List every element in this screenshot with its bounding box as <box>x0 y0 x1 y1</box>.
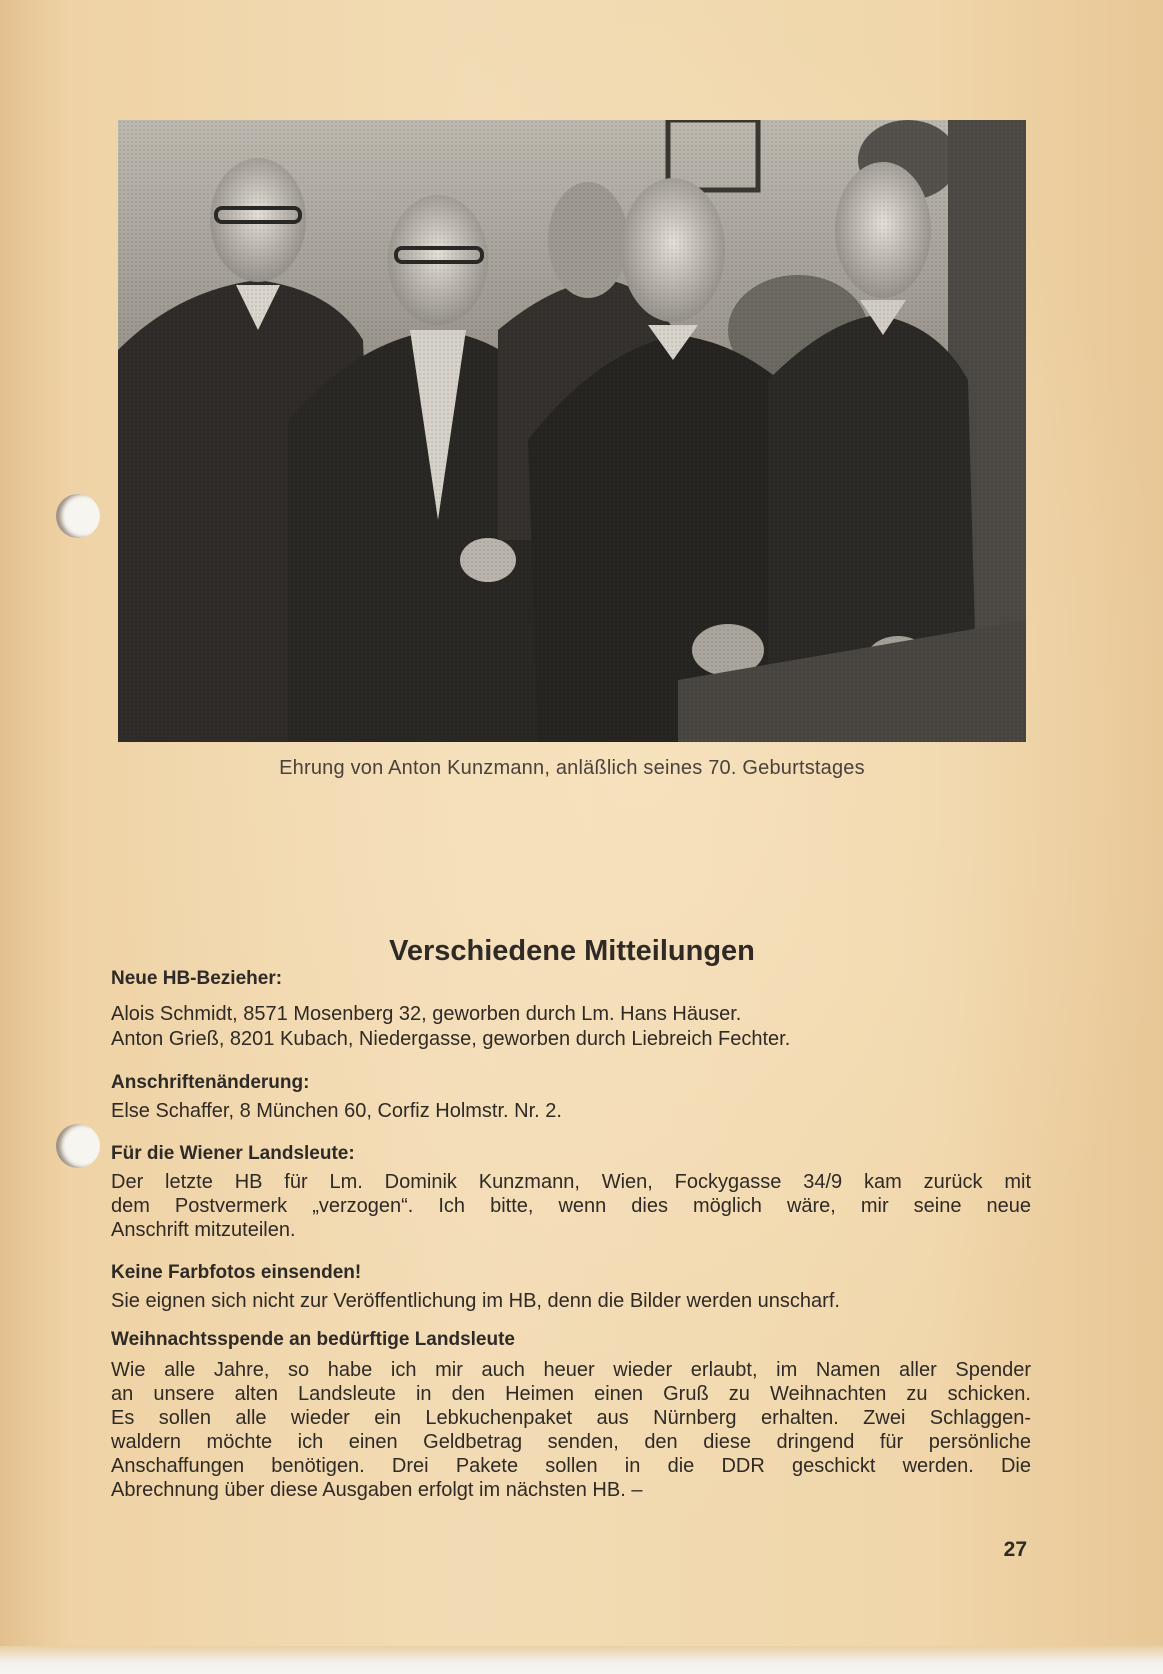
text-line: dem Postvermerk „verzogen“. Ich bitte, wenn dies möglich wäre, mir seine neue <box>111 1195 1031 1217</box>
punch-hole <box>56 1124 100 1168</box>
section-title-neue-hb-bezieher: Neue HB-Bezieher: <box>111 968 283 989</box>
photo-caption: Ehrung von Anton Kunzmann, anläßlich seines 70. Geburtstages <box>279 757 865 779</box>
text-line: Es sollen alle wieder ein Lebkuchenpaket aus Nürnberg erhalten. Zwei Schlaggen- <box>111 1407 1031 1429</box>
section-title-keine-farbfotos: Keine Farbfotos einsenden! <box>111 1262 362 1283</box>
text-line: waldern möchte ich einen Geldbetrag senden, den diese dringend für persönliche <box>111 1431 1031 1453</box>
group-photo <box>118 120 1026 742</box>
text-line: Else Schaffer, 8 München 60, Corfiz Holmstr. Nr. 2. <box>111 1100 562 1122</box>
page-number: 27 <box>1003 1538 1027 1561</box>
page-title: Verschiedene Mitteilungen <box>389 935 755 967</box>
text-line: an unsere alten Landsleute in den Heimen einen Gruß zu Weihnachten zu schicken. <box>111 1383 1031 1405</box>
text-line: Anschaffungen benötigen. Drei Pakete sollen in die DDR geschickt werden. Die <box>111 1455 1031 1477</box>
text-line: Abrechnung über diese Ausgaben erfolgt im nächsten HB. – <box>111 1479 643 1501</box>
group-photo-icon <box>118 120 1026 742</box>
text-line: Sie eignen sich nicht zur Veröffentlichung im HB, denn die Bilder werden unscharf. <box>111 1290 840 1312</box>
section-title-anschriftenaenderung: Anschriftenänderung: <box>111 1072 310 1093</box>
text-line: Wie alle Jahre, so habe ich mir auch heuer wieder erlaubt, im Namen aller Spender <box>111 1359 1031 1381</box>
punch-hole <box>56 494 100 538</box>
section-title-wiener-landsleute: Für die Wiener Landsleute: <box>111 1143 355 1164</box>
section-title-weihnachtsspende: Weihnachtsspende an bedürftige Landsleute <box>111 1329 515 1350</box>
text-line: Alois Schmidt, 8571 Mosenberg 32, geworben durch Lm. Hans Häuser. <box>111 1003 742 1025</box>
page-edge <box>0 1646 1163 1674</box>
text-line: Anton Grieß, 8201 Kubach, Niedergasse, geworben durch Liebreich Fechter. <box>111 1028 791 1050</box>
text-line: Der letzte HB für Lm. Dominik Kunzmann, Wien, Fockygasse 34/9 kam zurück mit <box>111 1171 1031 1193</box>
text-line: Anschrift mitzuteilen. <box>111 1219 296 1241</box>
